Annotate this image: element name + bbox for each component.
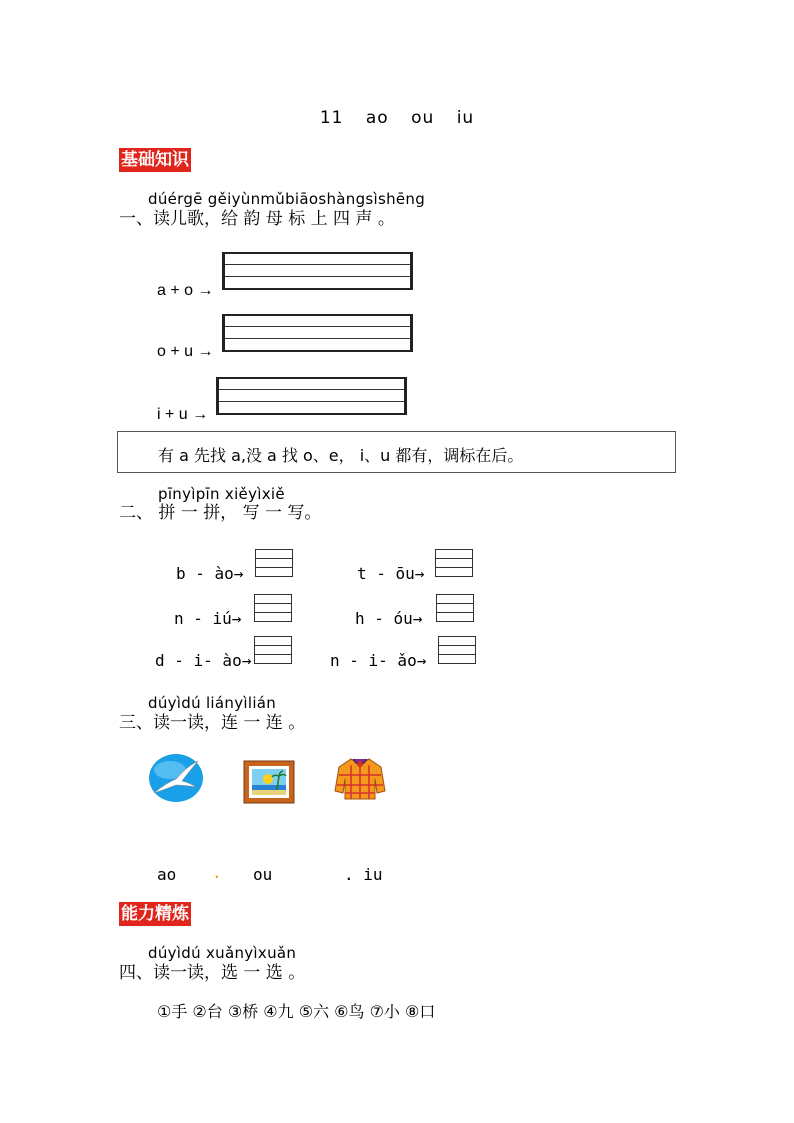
lesson-number: 11 <box>319 108 344 128</box>
section-basic: 基础知识 <box>121 150 189 170</box>
title-part-ou: ou <box>411 108 435 128</box>
coat-icon[interactable] <box>333 755 387 801</box>
spell-answer-box[interactable] <box>436 594 474 622</box>
spell-item: b - ào→ <box>176 564 244 583</box>
spell-answer-box[interactable] <box>438 636 476 664</box>
spell-answer-box[interactable] <box>435 549 473 577</box>
q2-pinyin: pīnyìpīn xiěyìxiě <box>158 485 285 503</box>
q1-writing-lines-3[interactable] <box>216 377 407 415</box>
painting-icon[interactable] <box>243 760 295 804</box>
spell-answer-box[interactable] <box>254 594 292 622</box>
q1-text: 一、读儿歌，给 韵 母 标 上 四 声 。 <box>119 209 395 229</box>
spell-item: d - i- ào→ <box>155 651 252 670</box>
spell-answer-box[interactable] <box>254 636 292 664</box>
q2-text: 二、 拼 一 拼， 写 一 写。 <box>119 503 322 523</box>
tone-rule-text: 有 a 先找 a,没 a 找 o、e， i、u 都有，调标在后。 <box>158 446 524 465</box>
q3-dot: . <box>212 863 222 882</box>
q3-label-iu: . iu <box>344 865 383 884</box>
q4-pinyin: dúyìdú xuǎnyìxuǎn <box>148 944 297 962</box>
q3-text: 三、读一读，连 一 连 。 <box>119 713 306 733</box>
spell-item: n - i- ǎo→ <box>330 651 427 670</box>
q4-text: 四、读一读，选 一 选 。 <box>119 963 306 983</box>
spell-item: h - óu→ <box>355 609 423 628</box>
spell-answer-box[interactable] <box>255 549 293 577</box>
section-ability: 能力精炼 <box>121 904 189 924</box>
q1-row-label-3: i + u → <box>157 406 209 423</box>
q3-label-ao: ao <box>157 865 177 884</box>
title-part-iu: iu <box>456 108 475 128</box>
page-title <box>0 108 794 128</box>
q3-label-ou: ou <box>253 865 273 884</box>
q3-pinyin: dúyìdú liányìlián <box>148 694 277 712</box>
q1-writing-lines-1[interactable] <box>222 252 413 290</box>
spell-item: n - iú→ <box>174 609 242 628</box>
q4-options: ①手 ②台 ③桥 ④九 ⑤六 ⑥鸟 ⑦小 ⑧口 <box>157 1002 436 1021</box>
q1-writing-lines-2[interactable] <box>222 314 413 352</box>
q1-pinyin: dúérgē gěiyùnmǔbiāoshàngsìshēng <box>148 190 426 208</box>
spell-item: t - ōu→ <box>357 564 425 583</box>
seagull-icon[interactable] <box>148 753 204 803</box>
q1-row-label-2: o + u → <box>157 343 214 360</box>
title-part-ao: ao <box>365 108 389 128</box>
q1-row-label-1: a + o → <box>157 282 214 299</box>
